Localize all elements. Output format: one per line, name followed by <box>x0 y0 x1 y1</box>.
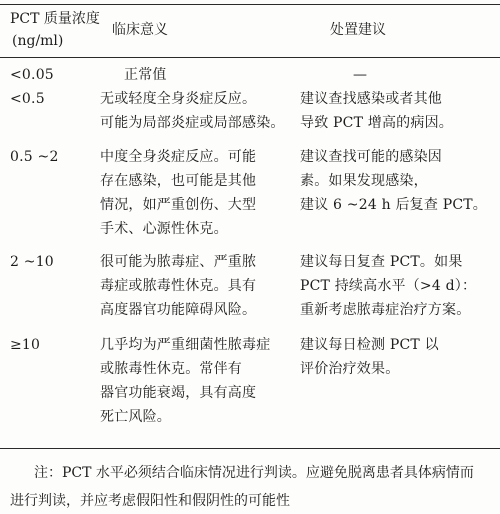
row-pct-value: <0.05 <box>10 67 54 83</box>
significance-line: 存在感染，也可能是其他 <box>100 173 257 189</box>
significance-line: 或脓毒性休克。常伴有 <box>100 361 242 377</box>
significance-line: 几乎均为严重细菌性脓毒症 <box>100 337 271 353</box>
row-advice <box>300 87 453 135</box>
table-top-rule <box>0 4 500 5</box>
significance-line: 无或轻度全身炎症反应。 <box>100 91 257 107</box>
advice-line: 素。如果发现感染， <box>300 173 428 189</box>
advice-line: 建议每日复查 PCT。如果 <box>300 254 463 270</box>
advice-line: 导致 PCT 增高的病因。 <box>300 115 453 131</box>
row-advice <box>300 145 487 217</box>
row-pct-value: 2 ~10 <box>10 254 54 270</box>
row-pct-value: 0.5 ~2 <box>10 149 59 165</box>
advice-line: 建议每日检测 PCT 以 <box>300 337 439 353</box>
row-significance <box>124 63 167 87</box>
advice-line: 建议查找可能的感染因 <box>300 149 442 165</box>
advice-line: 重新考虑脓毒症治疗方案。 <box>300 302 471 318</box>
significance-line: 手术、心源性休克。 <box>100 221 228 237</box>
header-pct-line2: (ng/ml) <box>12 33 64 49</box>
significance-line: 很可能为脓毒症、严重脓 <box>100 254 257 270</box>
significance-line: 情况，如严重创伤、大型 <box>100 197 257 213</box>
advice-line: PCT 持续高水平（>4 d）： <box>300 278 477 294</box>
footnote-line2: 进行判读，并应考虑假阳性和假阴性的可能性 <box>10 493 290 509</box>
advice-line: 建议 6 ~24 h 后复查 PCT。 <box>300 197 487 213</box>
row-pct-value: <0.5 <box>10 91 45 107</box>
row-advice <box>300 250 476 322</box>
advice-line: 建议查找感染或者其他 <box>300 91 442 107</box>
significance-line: 可能为局部炎症或局部感染。 <box>100 115 285 131</box>
header-pct-line1: PCT 质量浓度 <box>10 11 100 27</box>
header-significance: 临床意义 <box>112 22 168 38</box>
significance-line: 毒症或脓毒性休克。具有 <box>100 278 257 294</box>
significance-line: 器官功能衰竭，具有高度 <box>100 385 257 401</box>
table-bottom-rule <box>0 448 500 449</box>
significance-line: 中度全身炎症反应。可能 <box>100 149 257 165</box>
footnote-line1: 注：PCT 水平必须结合临床情况进行判读。应避免脱离患者具体病情而 <box>34 465 474 481</box>
table-header-rule <box>0 57 500 58</box>
header-advice: 处置建议 <box>330 22 386 38</box>
advice-line: — <box>353 67 368 83</box>
row-significance <box>100 333 270 429</box>
significance-line: 高度器官功能障碍风险。 <box>100 302 257 318</box>
significance-line: 死亡风险。 <box>100 409 171 425</box>
significance-line: 正常值 <box>124 67 167 83</box>
row-advice <box>300 333 439 381</box>
row-significance <box>100 87 285 135</box>
table-footnote <box>10 459 494 514</box>
row-significance <box>100 145 256 241</box>
advice-line: 评价治疗效果。 <box>300 361 400 377</box>
row-pct-value: ≥10 <box>10 337 41 353</box>
row-significance <box>100 250 256 322</box>
header-pct <box>10 8 100 52</box>
row-advice <box>353 63 367 87</box>
